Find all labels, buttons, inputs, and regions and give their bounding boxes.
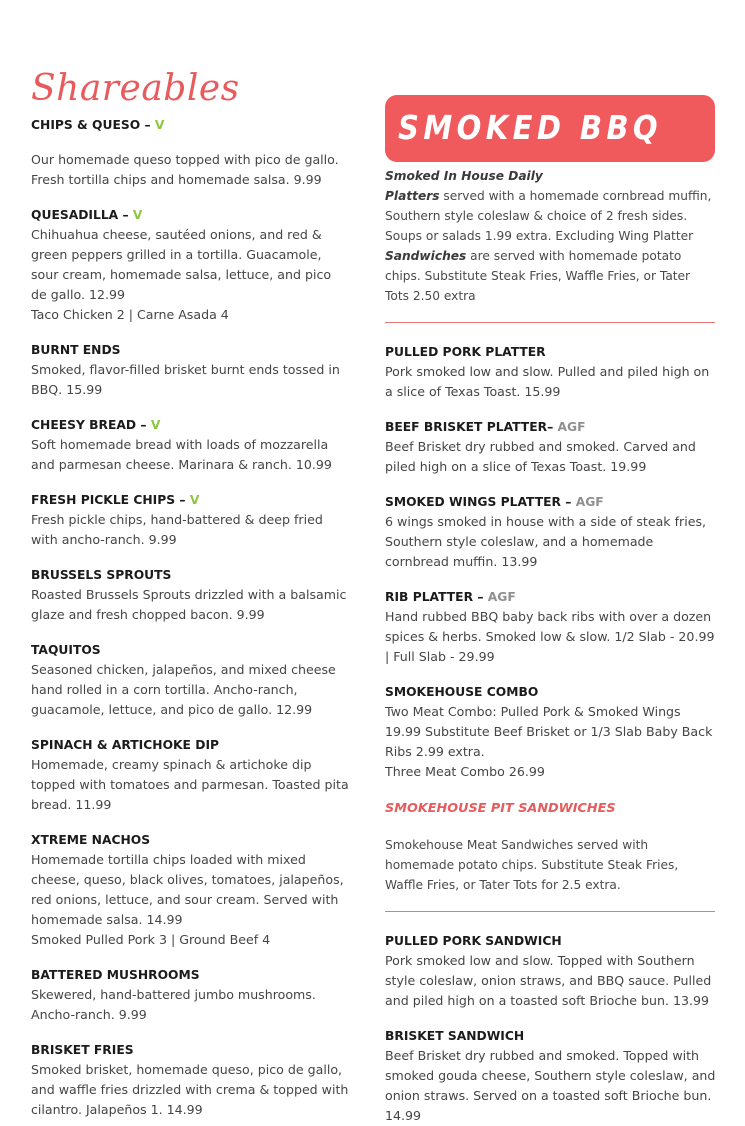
item-description: Smoked, flavor-filled brisket burnt ends tossed in BBQ. 15.99 xyxy=(31,362,340,397)
item-description: Homemade, creamy spinach & artichoke dip topped with tomatoes and parmesan. Toasted pita bread. 11.99 xyxy=(31,757,349,812)
item-description: Our homemade queso topped with pico de gallo. Fresh tortilla chips and homemade salsa. 9.99 xyxy=(31,152,339,187)
item-description: 6 wings smoked in house with a side of steak fries, Southern style coleslaw, and a homemade cornbread muffin. 13.99 xyxy=(385,514,707,569)
item-description: Homemade tortilla chips loaded with mixed cheese, queso, black olives, tomatoes, jalapeños, red onions, lettuce, and sour cream. Served with homemade salsa. 14.99 xyxy=(31,852,344,927)
item-description: Soft homemade bread with loads of mozzarella and parmesan cheese. Marinara & ranch. 10.99 xyxy=(31,437,332,472)
menu-item-burnt-ends xyxy=(31,340,349,400)
item-name: TAQUITOS xyxy=(31,643,101,657)
pit-sandwiches-heading xyxy=(385,799,716,819)
item-name: BATTERED MUSHROOMS xyxy=(31,968,200,982)
section-divider xyxy=(385,322,715,323)
pit-sandwiches-note xyxy=(385,835,716,895)
menu-item-quesadilla xyxy=(31,205,349,325)
item-description: Smoked brisket, homemade queso, pico de gallo, and waffle fries drizzled with crema & topped with cilantro. Jalapeños 1. 14.99 xyxy=(31,1062,349,1117)
sandwiches-label: Sandwiches xyxy=(385,249,467,263)
item-name: QUESADILLA – xyxy=(31,208,129,222)
menu-item-pulled-pork-platter xyxy=(385,342,716,402)
item-name: BRISKET SANDWICH xyxy=(385,1029,525,1043)
item-description: Beef Brisket dry rubbed and smoked. Carved and piled high on a slice of Texas Toast. 19.99 xyxy=(385,439,696,474)
item-description: Skewered, hand-battered jumbo mushrooms. Ancho-ranch. 9.99 xyxy=(31,987,316,1022)
item-description: Hand rubbed BBQ baby back ribs with over a dozen spices & herbs. Smoked low & slow. 1/2 Slab - 20.99 | Full Slab - 29.99 xyxy=(385,609,715,664)
menu-item-rib-platter xyxy=(385,587,716,667)
item-name: BRISKET FRIES xyxy=(31,1043,134,1057)
item-name: PULLED PORK PLATTER xyxy=(385,345,546,359)
menu-item-brisket-platter xyxy=(385,417,716,477)
platters-label: Platters xyxy=(385,189,440,203)
menu-item-pulled-pork-sandwich xyxy=(385,931,716,1011)
item-description: Seasoned chicken, jalapeños, and mixed cheese hand rolled in a corn tortilla. Ancho-ranch, guacamole, lettuce, and pico de gallo. 12.99 xyxy=(31,662,336,717)
item-name: FRESH PICKLE CHIPS – xyxy=(31,493,186,507)
menu-item-brisket-fries xyxy=(31,1040,349,1120)
item-name: BURNT ENDS xyxy=(31,343,121,357)
item-addons: Three Meat Combo 26.99 xyxy=(385,764,545,779)
item-description: Fresh pickle chips, hand-battered & deep fried with ancho-ranch. 9.99 xyxy=(31,512,323,547)
shareables-title: Shareables xyxy=(31,68,240,109)
vegetarian-tag: V xyxy=(154,118,165,132)
item-description: Chihuahua cheese, sautéed onions, and red & green peppers grilled in a tortilla. Guacamole, sour cream, homemade salsa, lettuce, and pico de gallo. 12.99 xyxy=(31,227,332,302)
section-divider xyxy=(385,911,715,912)
menu-item-battered-mushrooms xyxy=(31,965,349,1025)
platters-note: served with a homemade cornbread muffin, Southern style coleslaw & choice of 2 fresh sides. Soups or salads 1.99 extra. Excluding Wing Platter xyxy=(385,189,712,243)
item-name: XTREME NACHOS xyxy=(31,833,151,847)
item-description: Pork smoked low and slow. Topped with Southern style coleslaw, onion straws, and BBQ sauce. Pulled and piled high on a toasted soft Brioche bun. 13.99 xyxy=(385,953,712,1008)
item-name: SMOKED WINGS PLATTER – xyxy=(385,495,572,509)
menu-item-smokehouse-combo xyxy=(385,682,716,782)
menu-item-brussels-sprouts xyxy=(31,565,349,625)
menu-item-pickle-chips xyxy=(31,490,349,550)
item-name: SMOKEHOUSE COMBO xyxy=(385,685,539,699)
item-description: Roasted Brussels Sprouts drizzled with a balsamic glaze and fresh chopped bacon. 9.99 xyxy=(31,587,347,622)
menu-item-xtreme-nachos xyxy=(31,830,349,950)
vegetarian-tag: V xyxy=(189,493,200,507)
item-description: Beef Brisket dry rubbed and smoked. Topped with smoked gouda cheese, Southern style coleslaw, and onion straws. Served on a toasted soft Brioche bun. 14.99 xyxy=(385,1048,716,1123)
item-name: CHEESY BREAD – xyxy=(31,418,147,432)
agf-tag: AGF xyxy=(487,590,516,604)
item-name: RIB PLATTER – xyxy=(385,590,484,604)
menu-item-cheesy-bread xyxy=(31,415,349,475)
note-heading: Smoked In House Daily xyxy=(385,169,543,183)
smoked-bbq-banner xyxy=(385,95,715,162)
item-description: Two Meat Combo: Pulled Pork & Smoked Wings 19.99 Substitute Beef Brisket or 1/3 Slab Baby Back Ribs 2.99 extra. xyxy=(385,704,713,759)
item-description: Pork smoked low and slow. Pulled and piled high on a slice of Texas Toast. 15.99 xyxy=(385,364,710,399)
menu-item-brisket-sandwich xyxy=(385,1026,716,1126)
menu-item-spinach-dip xyxy=(31,735,349,815)
sandwiches-note: are served with homemade potato chips. Substitute Steak Fries, Waffle Fries, or Tater Tots 2.50 extra xyxy=(385,249,691,303)
banner-title: SMOKED BBQ xyxy=(398,108,663,147)
bbq-notes xyxy=(385,166,716,306)
menu-item-chips-queso xyxy=(31,115,349,190)
agf-tag: AGF xyxy=(557,420,586,434)
item-name: BEEF BRISKET PLATTER– xyxy=(385,420,554,434)
item-addons: Smoked Pulled Pork 3 | Ground Beef 4 xyxy=(31,932,271,947)
menu-item-wings-platter xyxy=(385,492,716,572)
vegetarian-tag: V xyxy=(132,208,143,222)
vegetarian-tag: V xyxy=(150,418,161,432)
section-heading: SMOKEHOUSE PIT SANDWICHES xyxy=(385,801,616,816)
section-note: Smokehouse Meat Sandwiches served with homemade potato chips. Substitute Steak Fries, Waffle Fries, or Tater Tots for 2.5 extra. xyxy=(385,838,679,892)
agf-tag: AGF xyxy=(575,495,604,509)
item-name: BRUSSELS SPROUTS xyxy=(31,568,172,582)
item-name: SPINACH & ARTICHOKE DIP xyxy=(31,738,220,752)
menu-item-taquitos xyxy=(31,640,349,720)
item-name: PULLED PORK SANDWICH xyxy=(385,934,562,948)
item-name: CHIPS & QUESO – xyxy=(31,118,151,132)
item-addons: Taco Chicken 2 | Carne Asada 4 xyxy=(31,307,229,322)
